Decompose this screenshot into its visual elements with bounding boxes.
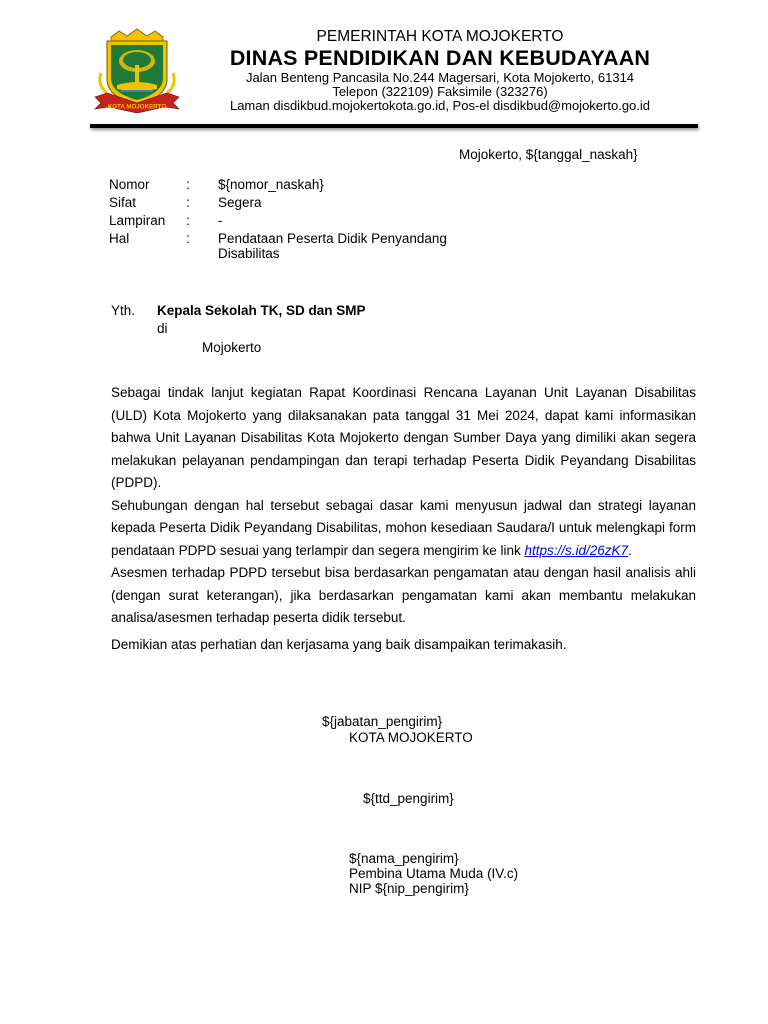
body-paragraph-2	[111, 495, 696, 563]
meta-value: -	[218, 213, 223, 228]
body-paragraph-3: Asesmen terhadap PDPD tersebut bisa berdasarkan pengamatan atau dengan hasil analisis ahli (dengan surat keterangan), jika berdasarkan pengamatan kami akan membantu melakukan analisa/asesmen terhadap peserta didik tersebut.	[111, 565, 696, 625]
signer-city: KOTA MOJOKERTO	[349, 730, 473, 745]
signer-nip: NIP ${nip_pengirim}	[349, 881, 469, 896]
meta-separator: :	[186, 213, 190, 228]
meta-key: Hal	[109, 231, 130, 246]
letter-body	[111, 382, 696, 656]
body-closing: Demikian atas perhatian dan kerjasama yang baik disampaikan terimakasih.	[111, 636, 567, 652]
meta-value: ${nomor_naskah}	[218, 177, 324, 192]
signer-rank: Pembina Utama Muda (IV.c)	[349, 866, 519, 881]
mojokerto-crest-logo	[93, 27, 181, 113]
meta-separator: :	[186, 177, 190, 192]
letterhead-divider	[90, 124, 698, 128]
svg-text:KOTA MOJOKERTO: KOTA MOJOKERTO	[107, 103, 167, 111]
body-paragraph-2-text: Sehubungan dengan hal tersebut sebagai dasar kami menyusun jadwal dan strategi layanan kepada Peserta Didik Peyandang Disabilitas, mohon kesediaan Saudara/I untuk melengkapi form pendataan PDPD sesuai yang terlampir dan segera mengirim ke link	[111, 497, 696, 558]
recipient: Kepala Sekolah TK, SD dan SMP	[157, 303, 366, 318]
agency-phone-fax: Telepon (322109) Faksimile (323276)	[332, 84, 548, 99]
signature-placeholder: ${ttd_pengirim}	[363, 791, 454, 806]
agency-name: DINAS PENDIDIKAN DAN KEBUDAYAAN	[229, 46, 651, 70]
body-paragraph-1: Sebagai tindak lanjut kegiatan Rapat Koordinasi Rencana Layanan Unit Layanan Disabilitas (ULD) Kota Mojokerto yang dilaksanakan pata tanggal 31 Mei 2024, dapat kami informasikan bahwa Unit Layanan Disabilitas Kota Mojokerto dengan Sumber Daya yang dimiliki akan segera melakukan pelayanan pendampingan dan terapi terhadap Peserta Didik Peyandang Disabilitas (PDPD).	[111, 385, 696, 490]
meta-value: Segera	[218, 195, 262, 210]
meta-separator: :	[186, 195, 190, 210]
agency-address: Jalan Benteng Pancasila No.244 Magersari, Kota Mojokerto, 61314	[245, 70, 635, 85]
signer-name: ${nama_pengirim}	[349, 851, 459, 866]
recipient-di: di	[157, 321, 168, 336]
meta-key: Lampiran	[109, 213, 166, 228]
recipient-city: Mojokerto	[202, 340, 262, 355]
signer-position: ${jabatan_pengirim}	[322, 714, 443, 729]
body-paragraph-2-end: .	[628, 542, 632, 558]
government-name: PEMERINTAH KOTA MOJOKERTO	[316, 28, 564, 45]
meta-separator: :	[186, 231, 190, 246]
form-link[interactable]: https://s.id/26zK7	[524, 542, 629, 558]
agency-web-email: Laman disdikbud.mojokertokota.go.id, Pos-el disdikbud@mojokerto.go.id	[229, 98, 651, 113]
meta-key: Nomor	[109, 177, 150, 192]
salutation-yth: Yth.	[111, 303, 136, 318]
place-date: Mojokerto, ${tanggal_naskah}	[459, 147, 638, 162]
meta-key: Sifat	[109, 195, 137, 210]
meta-value-subject: Pendataan Peserta Didik Penyandang Disabilitas	[218, 231, 447, 261]
